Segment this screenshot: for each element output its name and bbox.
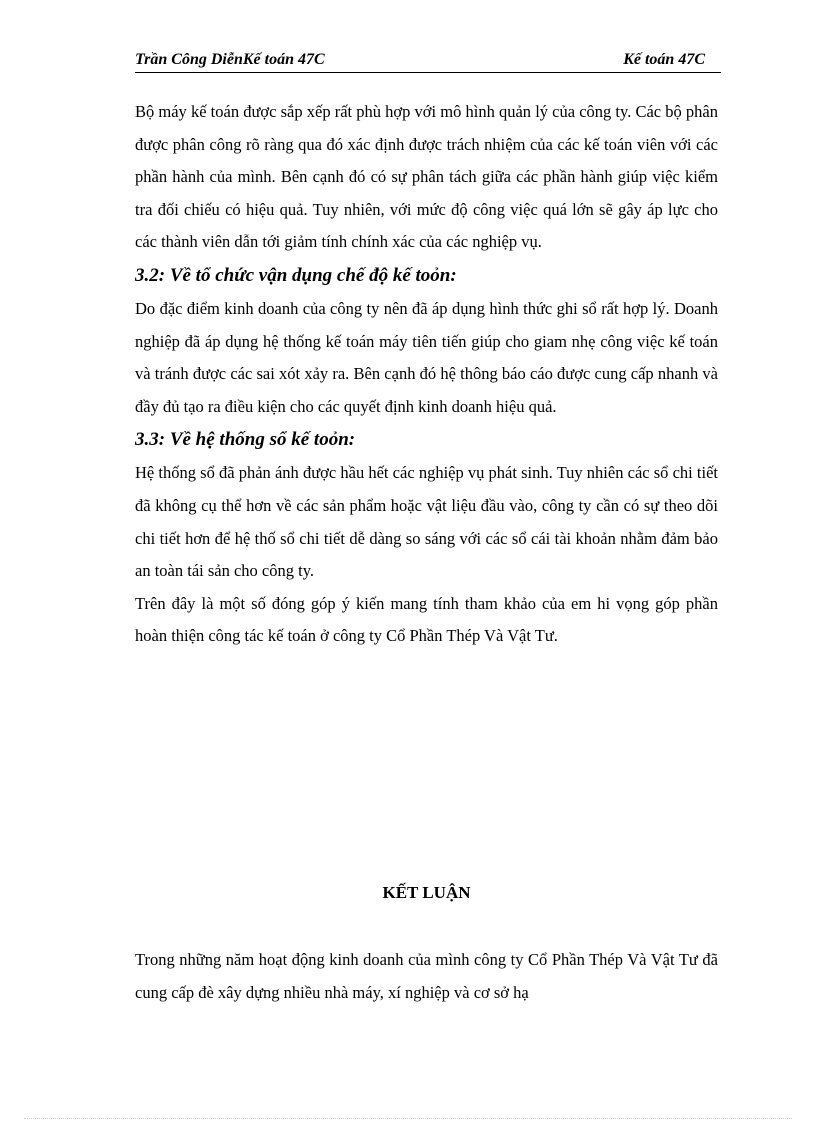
paragraph-conclusion: Trong những năm hoạt động kinh doanh của mình công ty Cổ Phần Thép Và Vật Tư đã cung cấp đè xây dựng nhiều nhà máy, xí nghiệp và cơ sở hạ [135,950,718,1002]
paragraph-closing-remarks: Trên đây là một số đóng góp ý kiến mang tính tham khảo của em hi vọng góp phần hoàn thiện công tác kế toán ở công ty Cổ Phần Thép Và Vật Tư. [135,593,718,646]
heading-section-3-3: 3.3: Về hệ thống sổ kế toỏn: [135,429,356,451]
conclusion-content [135,944,718,1009]
heading-section-3-2: 3.2: Về tổ chức vận dụng chế độ kế toỏn: [135,264,457,286]
page-header [135,50,721,73]
header-class: Kế toán 47C [623,51,705,68]
main-content [135,96,718,653]
paragraph-accounting-regime: Do đặc điểm kinh doanh của công ty nên đã áp dụng hình thức ghi sổ rất hợp lý. Doanh nghiệp đã áp dụng hệ thống kế toán máy tiên tiến giúp cho giam nhẹ công việc kế toán và tránh được các sai xót xảy ra. Bên cạnh đó hệ thông báo cáo được cung cấp nhanh và đầy đủ tạo ra điều kiện cho các quyết định kinh doanh hiệu quả. [135,298,718,416]
paragraph-accounting-structure: Bộ máy kế toán được sắp xếp rất phù hợp với mô hình quản lý của công ty. Các bộ phân được phân công rõ ràng qua đó xác định được trách nhiệm của các kế toán viên với các phần hành của mình. Bên cạnh đó có sự phân tách giữa các phần hành giúp việc kiểm tra đối chiếu có hiệu quả. Tuy nhiên, với mức độ công việc quá lớn sẽ gây áp lực cho các thành viên dẫn tới giảm tính chính xác của các nghiệp vụ. [135,102,718,252]
page-bottom-divider [24,1118,792,1119]
header-author: Trần Công DiễnKế toán 47C [135,51,325,68]
conclusion-title: KẾT LUẬN [382,883,471,902]
paragraph-ledger-system: Hệ thống sổ đã phản ánh được hầu hết các nghiệp vụ phát sinh. Tuy nhiên các sổ chi tiết đã không cụ thể hơn về các sản phẩm hoặc vật liệu đầu vào, công ty cần có sự theo dõi chi tiết hơn để hệ thố sổ chi tiết dễ dàng so sáng với các sổ cái tài khoản nhằm đảm bảo an toàn tái sản cho công ty. [135,463,718,581]
